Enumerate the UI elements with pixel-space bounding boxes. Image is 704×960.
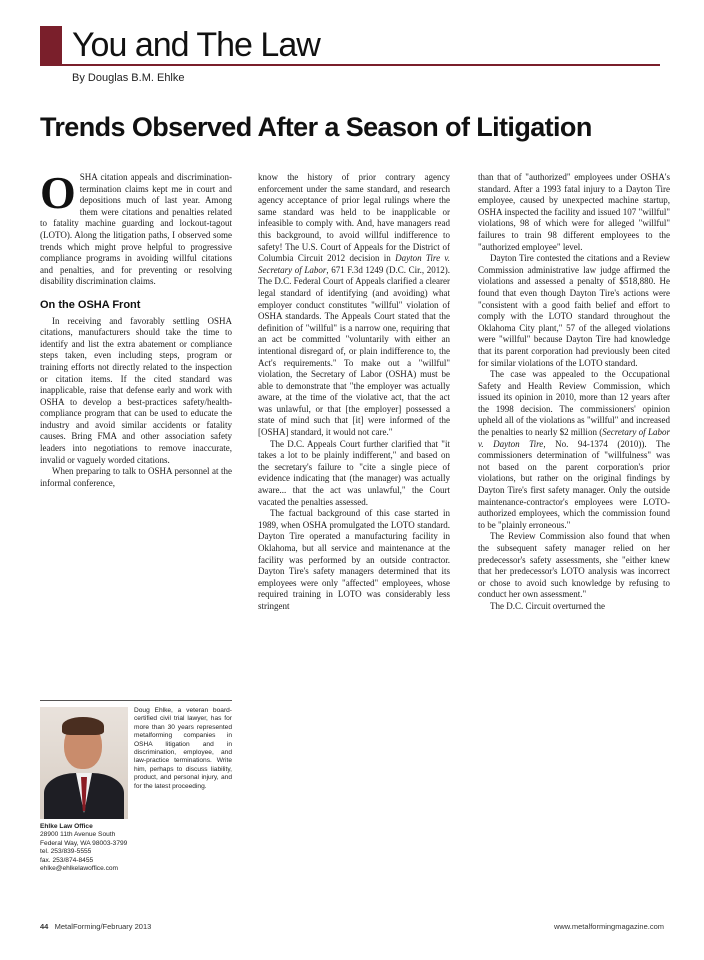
paragraph: The case was appealed to the Occupational Safety and Health Review Commission, which issued its opinion in 2010, more than 12 years after the 1998 decision. The commissioners' opinion upheld all of the violations as "willful" and increased the penalties to nearly $2 million (Secretary of Labor v. Dayton Tire, No. 94-1374 (2010)). The commissioners determination of "willfulness" was not based on the parent corporation's prior violations, but rather on the original findings by Dayton Tire's first safety manager. Only the outside maintenance-contractor's employees were LOTO-authorized employees, which the commission found to be "plainly erroneous.": [478, 369, 670, 530]
paragraph: In receiving and favorably settling OSHA citations, manufacturers should take the time to identify and list the extra abatement or compliance steps taken, even including steps, program or training efforts not directly related to the inspection or citation items. If the cited standard was inapplicable, raise that defense early and work with OSHA to develop a best-practices safety/health-compliance program that can be used to educate the industry and avoid similar accidents or fatality causes. Bring FMA and other association safety leaders into negotiations to remove inaccurate, invalid or vaguely worded citations.: [40, 315, 232, 465]
author-bio-box: [40, 700, 232, 873]
page-number: 44: [40, 922, 49, 931]
column-3: [478, 172, 670, 613]
section-color-block: [40, 26, 62, 64]
author-contact: [40, 821, 232, 873]
firm-city: Federal Way, WA 98003-3799: [40, 839, 128, 847]
author-bio-text: Doug Ehlke, a veteran board-certified civil trial lawyer, has for more than 30 years represented metalforming companies in OSHA litigation and in discrimination, employee, and law-practice terminations. Write him, perhaps to discuss liability, product, and personal injury, and for the latest proceeding.: [134, 707, 232, 790]
column-2: [258, 172, 450, 613]
case-citation: Dayton Tire v. Secretary of Labor: [258, 253, 450, 275]
firm-fax: fax. 253/874-8455: [40, 856, 94, 864]
firm-name: Ehlke Law Office: [40, 823, 93, 830]
firm-tel: tel. 253/839-5555: [40, 848, 92, 856]
magazine-url[interactable]: www.metalformingmagazine.com: [553, 922, 664, 931]
issue-label: MetalForming/February 2013: [54, 922, 152, 931]
paragraph: The D.C. Appeals Court further clarified that "it takes a lot to be plainly indifferent," and based on the secretary's failure to "cite a single piece of evidence indicating that (the manager) was actually aware... that the act was unlawful," the Court vacated the penalties assessed.: [258, 438, 450, 507]
column-1: [40, 167, 232, 489]
paragraph: The Review Commission also found that when the subsequent safety manager relied on her predecessor's safety assessments, she "either knew that her predecessor's LOTO analysis was incorrect or chose to avoid such knowledge by refusing to conduct her own assessment.": [478, 531, 670, 600]
section-title: You and The Law: [72, 26, 320, 64]
firm-email[interactable]: ehlke@ehlkelawoffice.com: [40, 865, 119, 873]
byline: By Douglas B.M. Ehlke: [72, 72, 185, 84]
firm-address: 28900 11th Avenue South: [40, 831, 116, 839]
paragraph: The factual background of this case started in 1989, when OSHA promulgated the LOTO standard. Dayton Tire operated a manufacturing facility in Oklahoma, but all service and maintenance at the facility was performed by an outside contractor. Dayton Tire's safety managers determined that its employees were only "affected" employees, whose required training in LOTO was considerably less stringent: [258, 508, 450, 611]
paragraph: know the history of prior contrary agency enforcement under the same standard, and research agency acceptance of prior legal rulings where the same standard was held to be inapplicable or infeasible to comply with. And, have managers read this background, to avoid willful indifference to safety! The U.S. Court of Appeals for the District of Columbia Circuit 2012 decision in Dayton Tire v. Secretary of Labor, 671 F.3d 1249 (D.C. Cir., 2012). The D.C. Federal Court of Appeals clarified a clearer legal standard of identifying (and avoiding) what employer conduct constitutes "willful" violation of OSHA standards. The Appeals Court stated that the definition of "willful" is a narrow one, requiring that an act be committed "voluntarily with either an intentional disregard of, or plain indifference to, the Act's requirements." To make out a "willful" violation, the Secretary of Labor (OSHA) must be able to demonstrate that "the employer was actually aware, at the time of the violative act, that the act was unlawful, or that [the employer] possessed a state of mind such that [it] were informed of the [OSHA] standard, it would not care.": [258, 172, 450, 438]
article-headline: Trends Observed After a Season of Litigation: [40, 112, 592, 142]
paragraph: When preparing to talk to OSHA personnel at the informal conference,: [40, 466, 232, 488]
intro-paragraph: OSHA citation appeals and discrimination-termination claims kept me in court and depositions much of last year. Among them were citations and penalties related to fatality machine guarding and lockout-tagout (LOTO). Along the litigation paths, I observed some trends which might prove helpful to progressive compliance programs in avoiding willful citations and penalties, and for preventing or resolving disability discrimination claims.: [40, 167, 232, 287]
paragraph: Dayton Tire contested the citations and a Review Commission administrative law judge affirmed the violations and assessed a penalty of $518,880. He found that even though Dayton Tire's actions were "consistent with a good faith belief and effort to comply with the LOTO standard throughout the Oklahoma City plant," 57 of the alleged violations were "willful" because Dayton Tire had knowledge that its parent corporation had previously been cited for similar violations of the LOTO standard.: [478, 253, 670, 368]
paragraph: The D.C. Circuit overturned the: [490, 600, 605, 611]
author-photo: [40, 707, 128, 819]
subhead-osha-front: On the OSHA Front: [40, 298, 141, 311]
case-citation: Secretary of Labor v. Dayton Tire: [478, 427, 670, 449]
section-rule: [40, 64, 660, 66]
drop-cap: O: [40, 167, 76, 218]
paragraph: than that of "authorized" employees under OSHA's standard. After a 1993 fatal injury to a Dayton Tire employee, caused by unexpected machine startup, OSHA inspected the facility and issued 107 "willful" violations, 98 of which were for alleged "willful" failures to train 98 different employees to the "authorized employee" level.: [478, 172, 670, 252]
page-footer: [40, 922, 664, 931]
